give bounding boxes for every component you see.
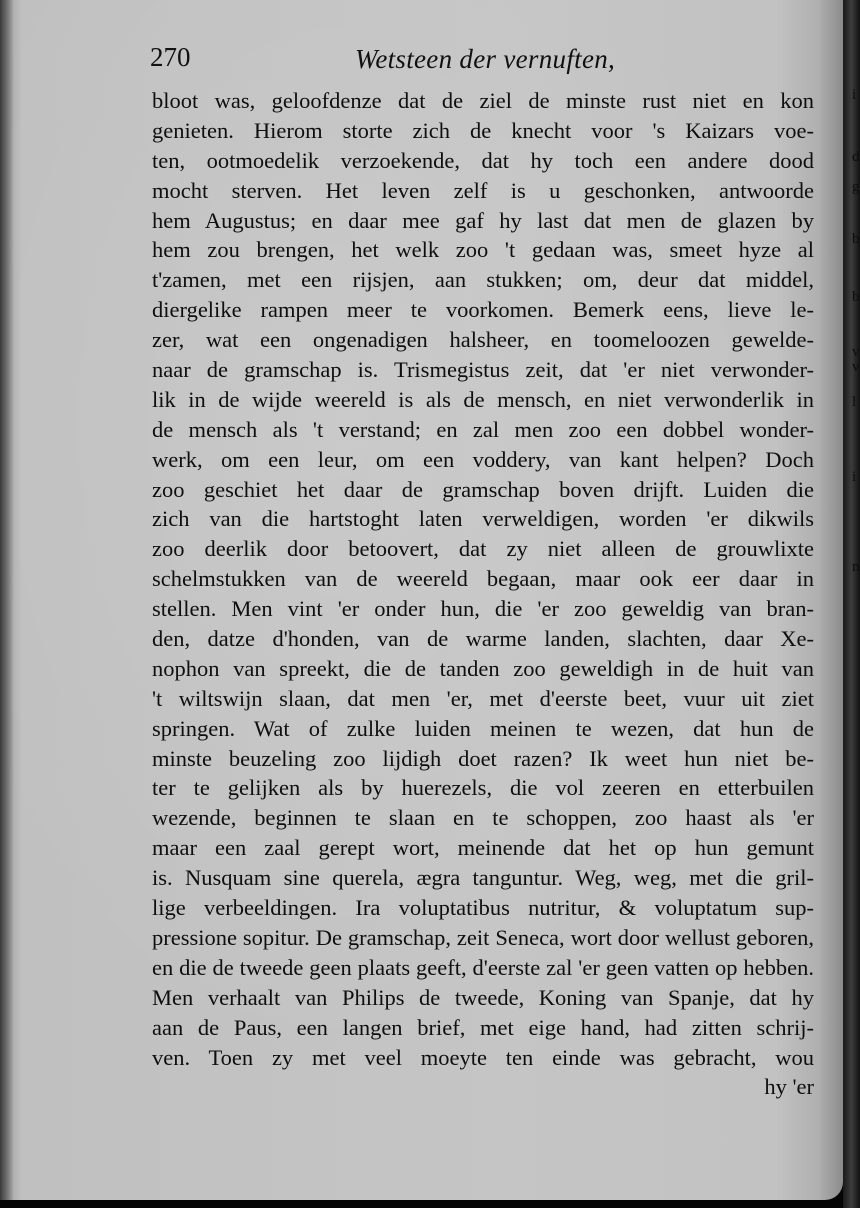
text-line: mocht sterven. Het leven zelf is u geschonken, antwoorde <box>152 177 814 203</box>
text-line: 't wiltswijn slaan, dat men 'er, met d'eerste beet, vuur uit ziet <box>152 685 814 711</box>
text-block <box>152 86 814 1102</box>
text-line: stellen. Men vint 'er onder hun, die 'er zoo geweldig van bran- <box>152 596 814 622</box>
page-gutter-shadow <box>0 0 14 1200</box>
text-line: t'zamen, met een rijsjen, aan stukken; om, deur dat middel, <box>152 267 814 293</box>
edge-letter: d <box>852 150 860 165</box>
running-title: Wetsteen der vernuften, <box>355 44 616 74</box>
text-line: ten, ootmoedelik verzoekende, dat hy toch een andere dood <box>152 147 814 173</box>
edge-letter: i <box>852 470 857 485</box>
running-head <box>150 42 825 82</box>
edge-letter: i <box>852 88 857 103</box>
text-line: zer, wat een ongenadigen halsheer, en toomeloozen gewelde- <box>152 327 814 353</box>
text-line: wezende, beginnen te slaan en te schoppen, zoo haast als 'er <box>152 805 814 831</box>
edge-letter: g <box>852 180 860 195</box>
text-line: naar de gramschap is. Trismegistus zeit, dat 'er niet verwonder- <box>152 357 814 383</box>
text-line: en die de tweede geen plaats geeft, d'eerste zal 'er geen vatten op hebben. <box>152 954 814 980</box>
edge-letter: v <box>852 360 860 375</box>
text-line: aan de Paus, een langen brief, met eige hand, had zitten schrij- <box>152 1014 814 1040</box>
text-line: lik in de wijde weereld is als de mensch, en niet verwonderlik in <box>152 386 814 412</box>
text-line: diergelike rampen meer te voorkomen. Bemerk eens, lieve le- <box>152 297 814 323</box>
text-line: zoo deerlik door betoovert, dat zy niet alleen de grouwlixte <box>152 536 814 562</box>
text-line: springen. Wat of zulke luiden meinen te wezen, dat hun de <box>152 715 814 741</box>
text-line: Men verhaalt van Philips de tweede, Koning van Spanje, dat hy <box>152 984 814 1010</box>
text-line: hem zou brengen, het welk zoo 't gedaan was, smeet hyze al <box>152 237 814 263</box>
edge-letter: l <box>852 395 857 410</box>
edge-letter: n <box>852 560 860 575</box>
edge-letter: v <box>852 345 860 360</box>
text-line: hem Augustus; en daar mee gaf hy last dat men de glazen by <box>152 207 814 233</box>
text-line: lige verbeeldingen. Ira voluptatibus nutritur, & voluptatum sup- <box>152 895 814 921</box>
text-line: bloot was, geloofdenze dat de ziel de minste rust niet en kon <box>152 88 814 113</box>
text-line: maar een zaal gerept wort, meinende dat het op hun gemunt <box>152 835 814 861</box>
show-through-text <box>170 1036 194 1062</box>
text-line: de mensch als 't verstand; en zal men zoo een dobbel wonder- <box>152 416 814 442</box>
text-line: den, datze d'honden, van de warme landen, slachten, daar Xe- <box>152 626 814 652</box>
text-line: zoo geschiet het daar de gramschap boven drijft. Luiden die <box>152 476 814 502</box>
edge-letter: b <box>852 232 860 247</box>
edge-letter: b <box>852 290 860 305</box>
text-line: pressione sopitur. De gramschap, zeit Seneca, wort door wellust geboren, <box>152 924 814 950</box>
page-number: 270 <box>150 42 191 72</box>
text-line: is. Nusquam sine querela, ægra tanguntur. Weg, weg, met die gril- <box>152 865 814 891</box>
text-line: minste beuzeling zoo lijdigh doet razen? Ik weet hun niet be- <box>152 745 814 771</box>
text-line: ven. Toen zy met veel moeyte ten einde was gebracht, wou <box>152 1044 814 1070</box>
text-line: schelmstukken van de weereld begaan, maar ook eer daar in <box>152 566 814 592</box>
text-line: zich van die hartstoght laten verweldigen, worden 'er dikwils <box>152 506 814 532</box>
text-line: werk, om een leur, om een voddery, van kant helpen? Doch <box>152 446 814 472</box>
text-line: genieten. Hierom storte zich de knecht voor 's Kaizars voe- <box>152 117 814 143</box>
catchword: hy 'er <box>764 1074 814 1100</box>
text-line: nophon van spreekt, die de tanden zoo geweldigh in de huit van <box>152 655 814 681</box>
text-line: ter te gelijken als by huerezels, die vol zeeren en etterbuilen <box>152 775 814 801</box>
